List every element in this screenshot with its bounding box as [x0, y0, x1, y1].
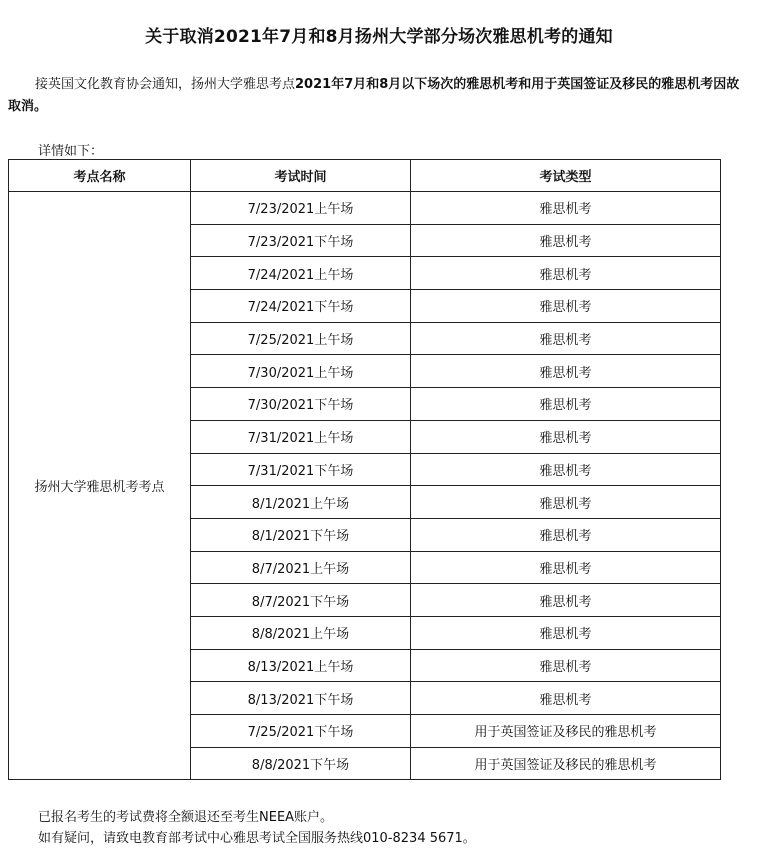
exam-type-cell: 雅思机考 — [411, 420, 721, 453]
exam-time-cell: 7/23/2021下午场 — [191, 224, 411, 257]
exam-type-cell: 雅思机考 — [411, 355, 721, 388]
exam-type-cell: 雅思机考 — [411, 257, 721, 290]
exam-time-cell: 7/25/2021上午场 — [191, 322, 411, 355]
table-header-row — [9, 160, 721, 192]
exam-time-cell: 7/23/2021上午场 — [191, 192, 411, 225]
exam-type-cell: 雅思机考 — [411, 584, 721, 617]
header-time: 考试时间 — [191, 160, 411, 192]
exam-type-cell: 雅思机考 — [411, 616, 721, 649]
exam-time-cell: 7/31/2021上午场 — [191, 420, 411, 453]
page-title: 关于取消2021年7月和8月扬州大学部分场次雅思机考的通知 — [145, 27, 613, 47]
exam-time-cell: 8/7/2021下午场 — [191, 584, 411, 617]
exam-type-cell: 雅思机考 — [411, 682, 721, 715]
header-site: 考点名称 — [9, 160, 191, 192]
exam-time-cell: 7/31/2021下午场 — [191, 453, 411, 486]
exam-time-cell: 7/24/2021下午场 — [191, 290, 411, 323]
exam-type-cell: 雅思机考 — [411, 649, 721, 682]
exam-type-cell: 雅思机考 — [411, 486, 721, 519]
table-row — [9, 192, 721, 225]
table-body — [9, 192, 721, 780]
details-label: 详情如下： — [38, 144, 104, 159]
exam-type-cell: 雅思机考 — [411, 518, 721, 551]
exam-type-cell: 用于英国签证及移民的雅思机考 — [411, 715, 721, 748]
exam-type-cell: 雅思机考 — [411, 192, 721, 225]
site-name-cell: 扬州大学雅思机考考点 — [9, 192, 191, 780]
exam-time-cell: 8/13/2021下午场 — [191, 682, 411, 715]
exam-time-cell: 8/13/2021上午场 — [191, 649, 411, 682]
exam-time-cell: 7/24/2021上午场 — [191, 257, 411, 290]
exam-type-cell: 雅思机考 — [411, 388, 721, 421]
exam-type-cell: 雅思机考 — [411, 453, 721, 486]
hotline-note: 如有疑问，请致电教育部考试中心雅思考试全国服务热线010-8234 5671。 — [38, 831, 476, 846]
intro-bold-text: 2021年7月和8月以下场次的雅思机考和用于英国签证及移民的雅思机考因故取消。 — [8, 77, 740, 114]
exam-time-cell: 8/8/2021上午场 — [191, 616, 411, 649]
exam-type-cell: 雅思机考 — [411, 290, 721, 323]
exam-time-cell: 8/8/2021下午场 — [191, 747, 411, 780]
exam-type-cell: 用于英国签证及移民的雅思机考 — [411, 747, 721, 780]
intro-paragraph — [8, 74, 752, 118]
intro-text: 接英国文化教育协会通知，扬州大学雅思考点 — [35, 77, 296, 92]
exam-time-cell: 8/1/2021下午场 — [191, 518, 411, 551]
refund-note: 已报名考生的考试费将全额退还至考生NEEA账户。 — [38, 810, 334, 825]
exam-time-cell: 7/30/2021下午场 — [191, 388, 411, 421]
exam-type-cell: 雅思机考 — [411, 551, 721, 584]
exam-type-cell: 雅思机考 — [411, 224, 721, 257]
exam-time-cell: 7/25/2021下午场 — [191, 715, 411, 748]
exam-type-cell: 雅思机考 — [411, 322, 721, 355]
exam-time-cell: 8/7/2021上午场 — [191, 551, 411, 584]
header-type: 考试类型 — [411, 160, 721, 192]
exam-time-cell: 8/1/2021上午场 — [191, 486, 411, 519]
exam-schedule-table — [8, 159, 721, 780]
exam-time-cell: 7/30/2021上午场 — [191, 355, 411, 388]
